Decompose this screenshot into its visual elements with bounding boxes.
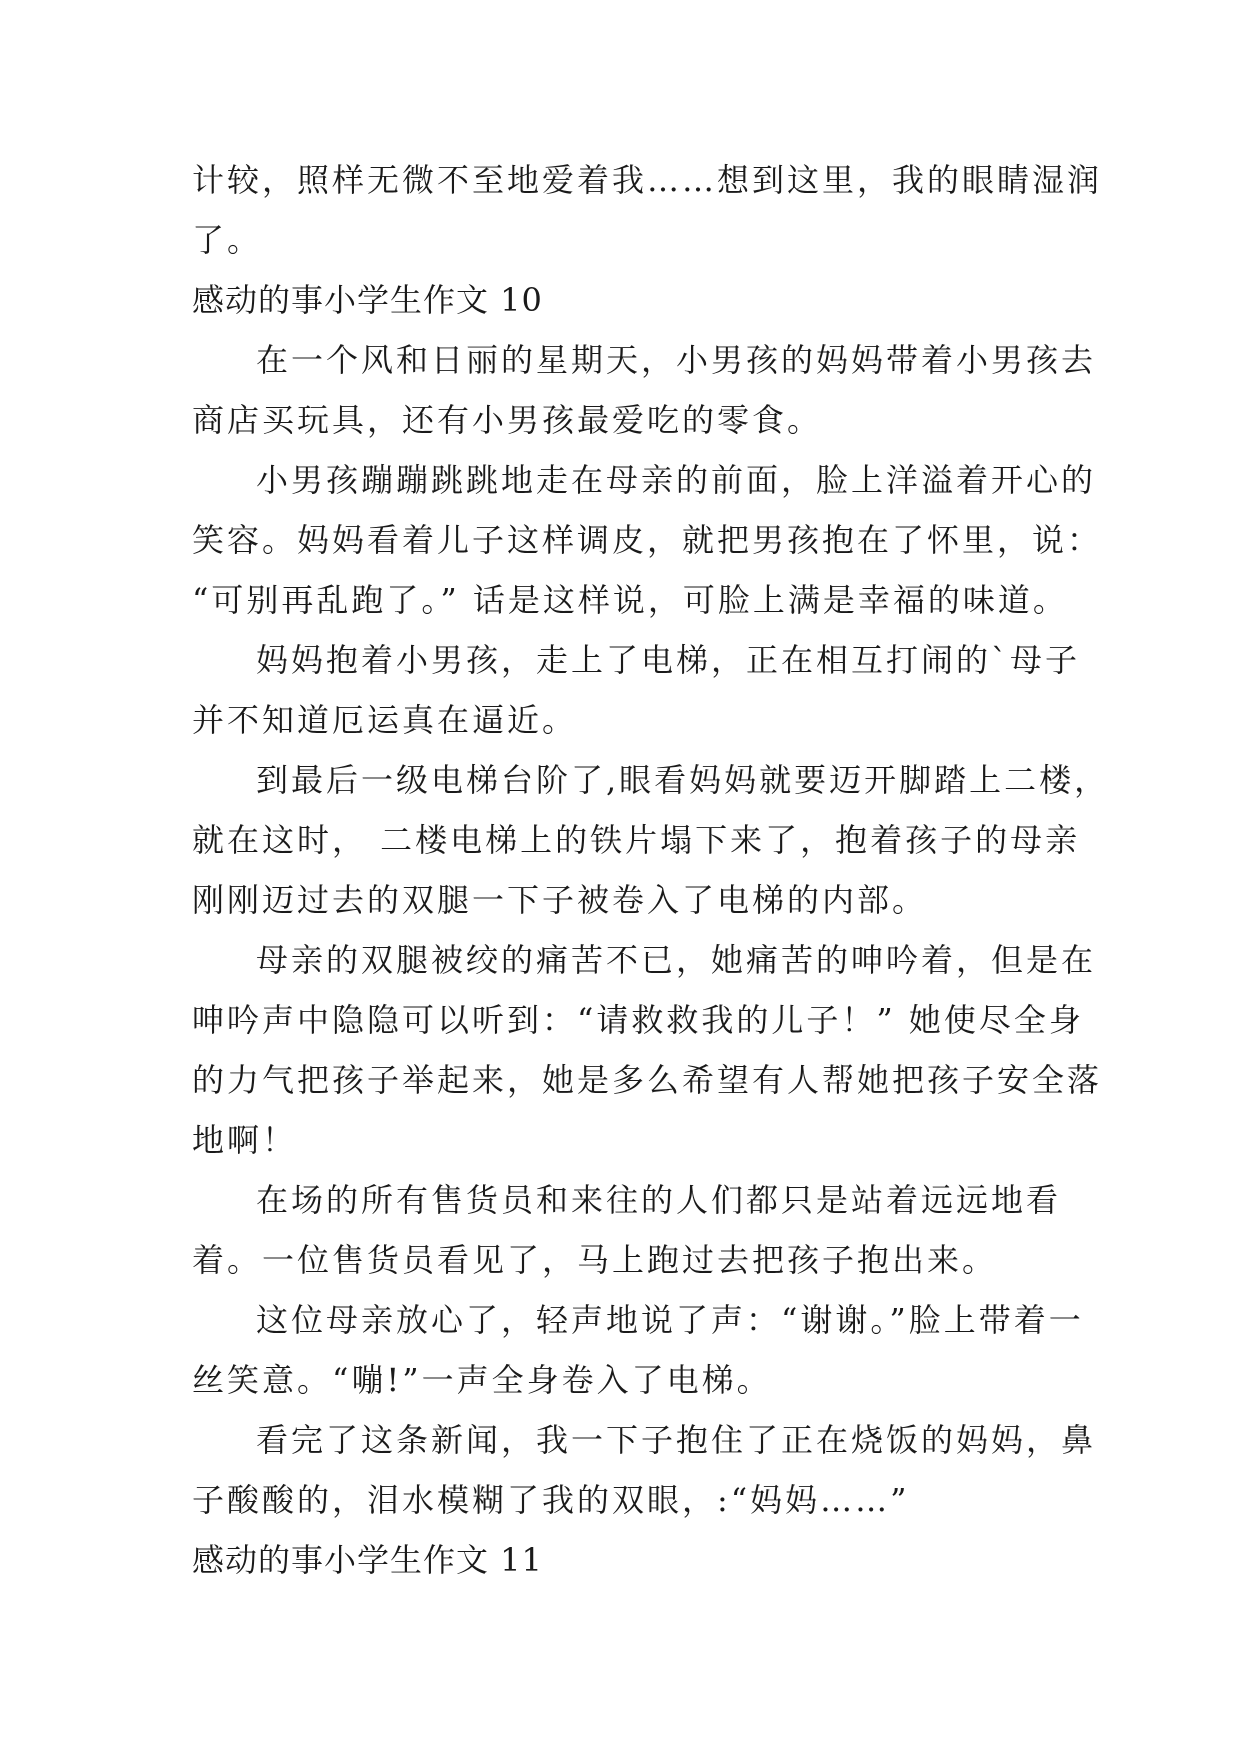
paragraph-line: 并不知道厄运真在逼近。 bbox=[192, 701, 578, 739]
paragraph-line: 子酸酸的，泪水模糊了我的双眼，:“妈妈……” bbox=[192, 1481, 910, 1519]
section-heading: 感动的事小学生作文 11 bbox=[192, 1541, 543, 1579]
paragraph-line: “可别再乱跑了。” 话是这样说，可脸上满是幸福的味道。 bbox=[192, 581, 1068, 619]
document-body bbox=[192, 150, 1110, 1590]
paragraph-line: 着。一位售货员看见了，马上跑过去把孩子抱出来。 bbox=[192, 1241, 998, 1279]
paragraph-line: 就在这时， 二楼电梯上的铁片塌下来了，抱着孩子的母亲 bbox=[192, 821, 1081, 859]
paragraph-line: 笑容。妈妈看着儿子这样调皮，就把男孩抱在了怀里，说： bbox=[192, 521, 1103, 559]
paragraph-line: 了。 bbox=[192, 221, 263, 259]
paragraph-line: 看完了这条新闻，我一下子抱住了正在烧饭的妈妈，鼻 bbox=[256, 1421, 1097, 1459]
paragraph-line: 计较，照样无微不至地爱着我……想到这里，我的眼睛湿润 bbox=[192, 161, 1103, 199]
paragraph-line: 呻吟声中隐隐可以听到：“请救救我的儿子！” 她使尽全身 bbox=[192, 1001, 1084, 1039]
paragraph-line: 刚刚迈过去的双腿一下子被卷入了电梯的内部。 bbox=[192, 881, 928, 919]
paragraph-line: 的力气把孩子举起来，她是多么希望有人帮她把孩子安全落 bbox=[192, 1061, 1103, 1099]
paragraph-line: 这位母亲放心了，轻声地说了声：“谢谢。”脸上带着一 bbox=[256, 1301, 1084, 1339]
paragraph-line: 到最后一级电梯台阶了,眼看妈妈就要迈开脚踏上二楼， bbox=[256, 761, 1110, 799]
paragraph-line: 商店买玩具，还有小男孩最爱吃的零食。 bbox=[192, 401, 823, 439]
paragraph-line: 小男孩蹦蹦跳跳地走在母亲的前面，脸上洋溢着开心的 bbox=[256, 461, 1097, 499]
paragraph-line: 在场的所有售货员和来往的人们都只是站着远远地看 bbox=[256, 1181, 1062, 1219]
paragraph-line: 在一个风和日丽的星期天，小男孩的妈妈带着小男孩去 bbox=[256, 341, 1097, 379]
section-heading: 感动的事小学生作文 10 bbox=[192, 281, 543, 319]
paragraph-line: 丝笑意。“嘣!”一声全身卷入了电梯。 bbox=[192, 1361, 772, 1399]
paragraph-line: 妈妈抱着小男孩，走上了电梯，正在相互打闹的`母子 bbox=[256, 641, 1081, 679]
paragraph-line: 母亲的双腿被绞的痛苦不已，她痛苦的呻吟着，但是在 bbox=[256, 941, 1097, 979]
paragraph-line: 地啊！ bbox=[192, 1121, 298, 1159]
